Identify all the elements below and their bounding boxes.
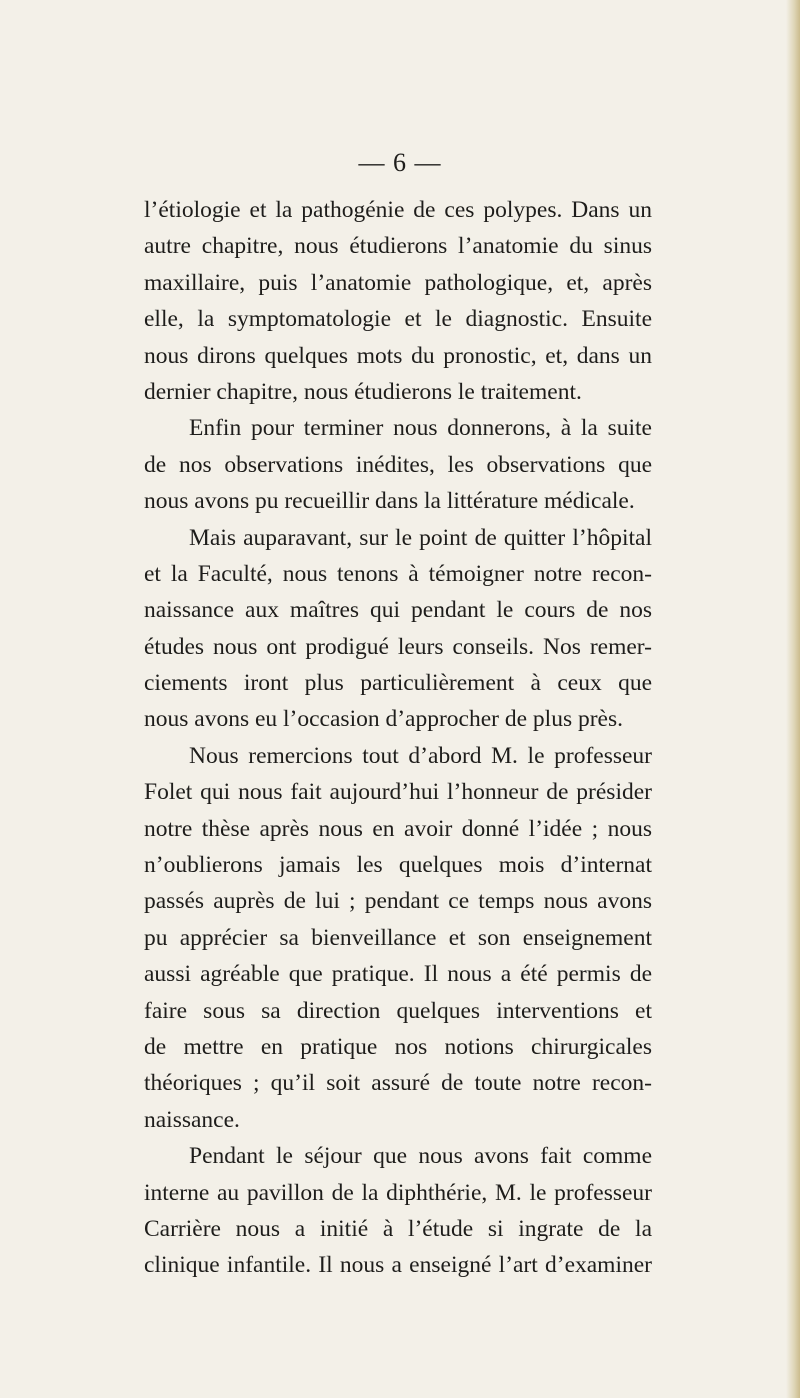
text-line: naissance aux maîtres qui pendant le cours de nos (144, 597, 652, 624)
text-line: et la Faculté, nous tenons à témoigner notre recon- (144, 560, 652, 587)
text-line: aussi agréable que pratique. Il nous a été permis de (144, 961, 652, 988)
text-line: Nous remercions tout d’abord M. le professeur (189, 742, 652, 769)
text-line: ciements iront plus particulièrement à ceux que (144, 670, 652, 697)
text-line: Folet qui nous fait aujourd’hui l’honneur de présider (144, 779, 652, 806)
text-line: théoriques ; qu’il soit assuré de toute notre recon- (144, 1070, 652, 1097)
text-line: interne au pavillon de la diphthérie, M. le professeur (144, 1179, 652, 1206)
text-line: autre chapitre, nous étudierons l’anatomie du sinus (144, 233, 652, 260)
text-line: n’oublierons jamais les quelques mois d’internat (144, 852, 652, 879)
page-number: — 6 — (358, 148, 442, 177)
body-text (144, 192, 652, 1284)
text-line: de nos observations inédites, les observations que (144, 451, 652, 478)
page-edge-discoloration (786, 0, 800, 1398)
text-line: études nous ont prodigué leurs conseils. Nos remer- (144, 633, 652, 660)
text-line: maxillaire, puis l’anatomie pathologique, et, après (144, 269, 652, 296)
text-line: dernier chapitre, nous étudierons le traitement. (144, 378, 582, 405)
text-line: Enfin pour terminer nous donnerons, à la suite (189, 415, 652, 442)
text-line: nous avons pu recueillir dans la littérature médicale. (144, 488, 635, 515)
text-line: elle, la symptomatologie et le diagnostic. Ensuite (144, 306, 652, 333)
text-line: Carrière nous a initié à l’étude si ingrate de la (144, 1215, 652, 1242)
text-line: faire sous sa direction quelques interventions et (144, 997, 652, 1024)
text-line: l’étiologie et la pathogénie de ces polypes. Dans un (144, 197, 652, 223)
text-line: de mettre en pratique nos notions chirurgicales (144, 1033, 652, 1060)
text-line: Pendant le séjour que nous avons fait comme (189, 1143, 652, 1170)
text-line: nous avons eu l’occasion d’approcher de plus près. (144, 706, 623, 733)
text-line: passés auprès de lui ; pendant ce temps nous avons (144, 888, 652, 915)
text-line: naissance. (144, 1106, 240, 1133)
text-line: notre thèse après nous en avoir donné l’idée ; nous (144, 815, 652, 842)
text-line: Mais auparavant, sur le point de quitter l’hôpital (189, 524, 652, 551)
text-line: clinique infantile. Il nous a enseigné l’art d’examiner (144, 1252, 652, 1279)
text-line: pu apprécier sa bienveillance et son enseignement (144, 924, 652, 951)
text-line: nous dirons quelques mots du pronostic, et, dans un (144, 342, 652, 369)
